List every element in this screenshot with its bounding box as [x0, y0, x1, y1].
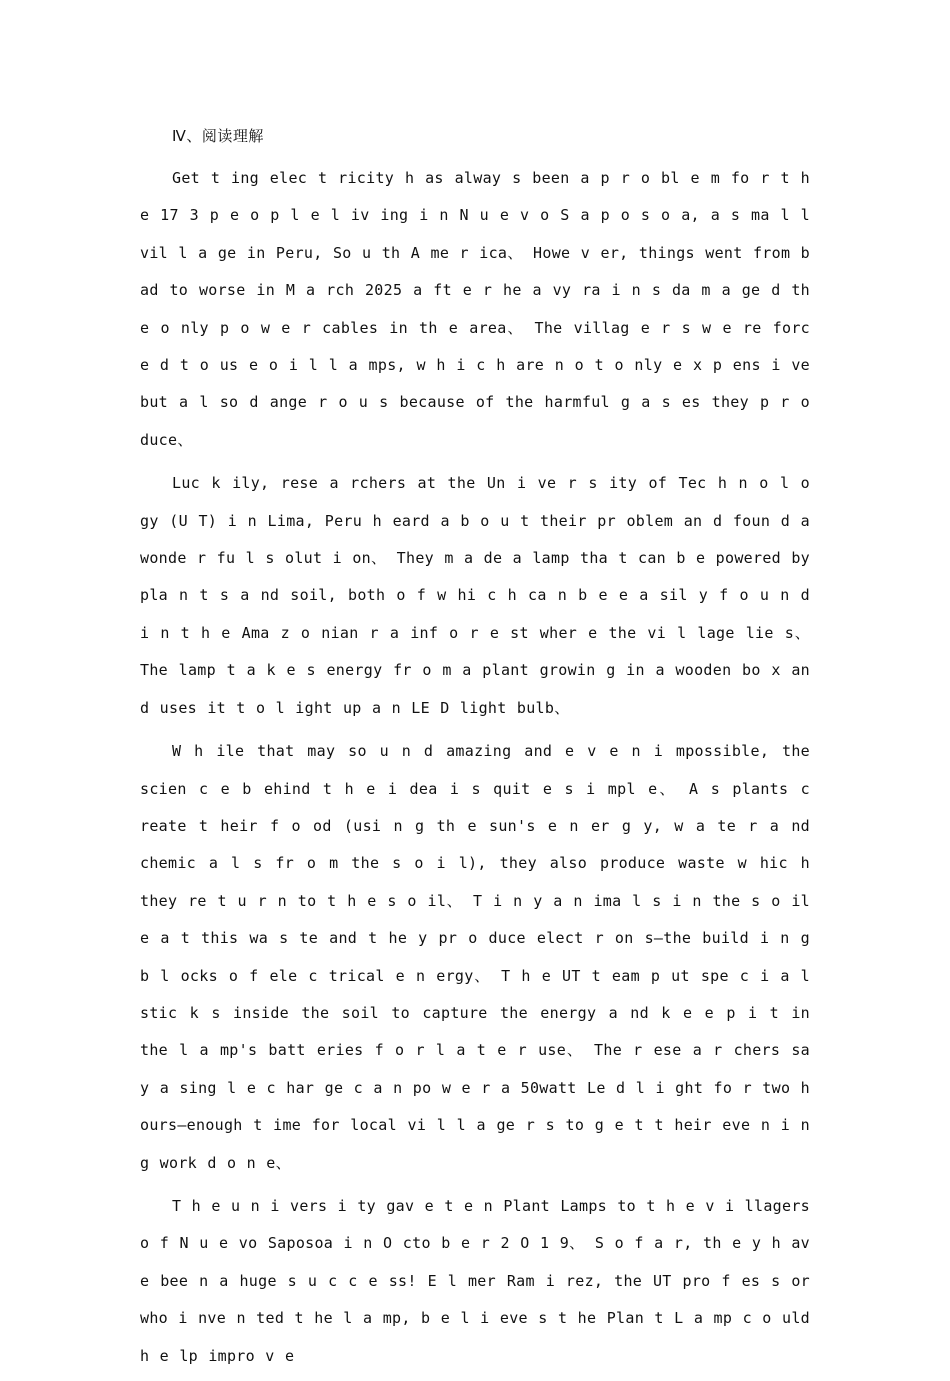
- paragraph-researchers-solution: Luc k ily, rese a rchers at the Un i ve r s ity of Tec h n o l o gy (U T) i n Lima, Peru h eard a b o u t their pr oblem an d foun d a wonde r fu l s olut i on、 They m a de a lamp tha t can b e powered by pla n t s a nd soil, both o f w hi c h ca n b e e a sil y f o u n d i n t h e Ama z o nian r a inf o r e st wher e the vi l lage lie s、 The lamp t a k e s energy fr o m a plant growin g in a wooden bo x an d uses it t o l ight up a n LE D light bulb、: [140, 474, 810, 717]
- document-page: [140, 120, 810, 1381]
- paragraph-plant-lamps-given: T h e u n i vers i ty gav e t e n Plant Lamps to t h e v i llagers o f N u e vo Saposoa i n O cto b e r 2 O 1 9、 S o f a r, th e y h av e bee n a huge s u c c e ss! E l mer Ram i rez, the UT pro f es s or who i nve n ted t he l a mp, b e l i eve s t he Plan t L a mp c o uld h e lp impro v e: [140, 1196, 810, 1365]
- section-heading: Ⅳ、阅读理解: [172, 127, 264, 145]
- paragraph-science-behind: W h ile that may so u n d amazing and e v e n i mpossible, the scien c e b ehind t h e i dea i s quit e s i mpl e、 A s plants c reate t heir f o od (usi n g th e sun's e n er g y, w a te r a nd chemic a l s fr o m the s o i l), they also produce waste w hic h they re t u r n to t h e s o il、 T i n y a n ima l s i n the s o il e a t this wa s te and t he y pr o duce elect r on s—the build i n g b l ocks o f ele c trical e n ergy、 T h e UT t eam p ut spe c i a l stic k s inside the soil to capture the energy a nd k e e p i t in the l a mp's batt eries f o r l a t e r use、 The r ese a r chers sa y a sing l e c har ge c a n po w e r a 50watt Le d l i ght fo r two h ours—enough t ime for local vi l l a ge r s to g e t t heir eve n i n g work d o n e、: [140, 742, 810, 1172]
- paragraph-electricity-problem: Get t ing elec t ricity h as alway s been a p r o bl e m fo r t h e 17 3 p e o p l e l iv ing i n N u e v o S a p o s o a, a s ma l l vil l a ge in Peru, So u th A me r ica、 Howe v er, things went from b ad to worse in M a rch 2025 a ft e r he a vy ra i n s da m a ge d th e o nly p o w e r cables in th e area、 The villag e r s w e re forc e d t o us e o i l l a mps, w h i c h are n o t o nly e x p ens i ve but a l so d ange r o u s because of the harmful g a s es they p r o duce、: [140, 169, 810, 449]
